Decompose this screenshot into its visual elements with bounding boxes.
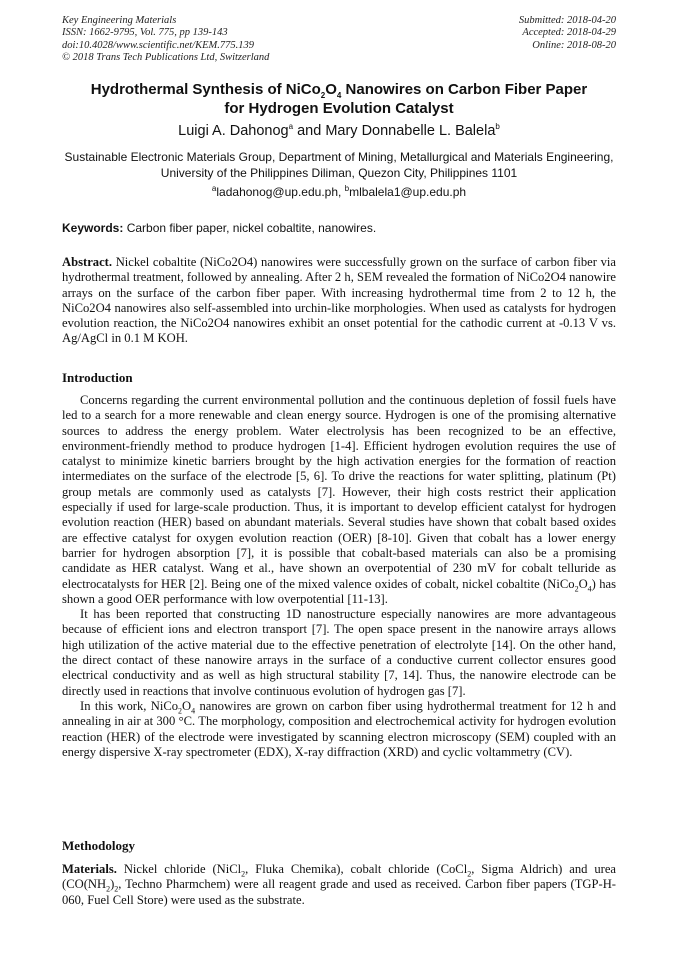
author-2: Mary Donnabelle L. Balela	[325, 123, 496, 139]
abstract-label: Abstract.	[62, 255, 113, 269]
title-line-2: for Hydrogen Evolution Catalyst	[224, 100, 454, 117]
keywords-label: Keywords:	[62, 221, 124, 235]
author-emails: $^a$ladahonog@up.edu.ph, $^b$mlbalela1@up.edu.ph	[211, 184, 467, 199]
introduction-body	[62, 393, 616, 760]
materials-paragraph: Materials. Nickel chloride (NiCl$_2$, Fluka Chemika), cobalt chloride (CoCl$_2$, Sigma Aldrich) and urea ($CO(NH_2)_2$, Techno Pharmchem) were all reagent grade and used as received. Carbon fiber papers (TGP-H-060, Fuel Cell Store) were used as the substrate.	[62, 862, 617, 907]
date-submitted: Submitted: 2018-04-20	[518, 15, 616, 26]
paragraph: Concerns regarding the current environmental pollution and the continuous depletion of fossil fuels have led to a search for a more renewable and clean energy source. Hydrogen is one of the promising alternative sources to address the energy problem. Water electrolysis has been recognized to be an effective, environment-friendly method to produce hydrogen [1-4]. Efficient hydrogen evolution requires the use of catalyst to minimize kinetic barriers brought by the high activation energies for the formation of reaction intermediates on the surface of the electrode [5, 6]. To drive the reactions for water splitting, platinum (Pt) group metals are commonly used as catalysts [7]. However, their high costs restrict their application especially if used for large-scale production. Thus, it is important to develop efficient catalyst for hydrogen evolution reaction (HER) based on abundant materials. Several studies have shown that cobalt based oxides are effective catalyst for oxygen evolution reaction (OER) [8-10]. Given that cobalt has a lower energy barrier for hydrogen absorption [7], it is possible that cobalt-based materials can also be a promising candidate as HER catalyst. Wang et al., have shown an overpotential of 230 mV for cobalt telluride as electrocatalysts for HER [2]. Being one of the mixed valence oxides of cobalt, nickel cobaltite $(NiCo_2O_4)$ has shown a good OER performance with low overpotential [11-13].	[62, 393, 617, 606]
journal-doi: doi:10.4028/www.scientific.net/KEM.775.139	[62, 39, 254, 51]
journal-copyright: © 2018 Trans Tech Publications Ltd, Switzerland	[62, 52, 270, 64]
journal-issn: ISSN: 1662-9795, Vol. 775, pp 139-143	[62, 27, 228, 39]
section-heading-methodology: Methodology	[62, 838, 135, 853]
journal-info	[62, 15, 269, 65]
keywords	[62, 220, 616, 236]
keywords-text: Carbon fiber paper, nickel cobaltite, nanowires.	[123, 221, 377, 235]
abstract	[62, 255, 616, 347]
email-link[interactable]: mlbalela1@up.edu.ph	[349, 185, 467, 199]
title-line-1: Hydrothermal Synthesis of $NiCo_2O_4$ Nanowires on Carbon Fiber Paper	[90, 81, 588, 100]
paragraph: In this work, $NiCo_2O_4$ nanowires are grown on carbon fiber using hydrothermal treatment for 12 h and annealing in air at 300 °C. The morphology, composition and electrochemical activity for hydrogen evolution reaction (HER) of the electrode were investigated by scanning electron microscopy (SEM) coupled with an energy dispersive X-ray spectrometer (EDX), X-ray diffraction (XRD) and cyclic voltammetry (CV).	[62, 698, 617, 759]
date-online: Online: 2018-08-20	[532, 39, 616, 51]
abstract-text: Nickel cobaltite (NiCo2O4) nanowires were successfully grown on the surface of carbon fiber via hydrothermal treatment, followed by annealing. After 2 h, SEM revealed the formation of NiCo2O4 nanowire arrays on the surface of the carbon fiber paper. With increasing hydrothermal time from 2 to 12 h, the NiCo2O4 nanowires also self-assembled into urchin-like morphologies. When used as catalysts for hydrogen evolution reaction, the NiCo2O4 nanowires exhibit an onset potential for the cathodic current at -0.13 V vs. Ag/AgCl in 0.1 M KOH.	[62, 255, 616, 346]
affiliation: Sustainable Electronic Materials Group, Department of Mining, Metallurgical and Materials Engineering, University of the Philippines Diliman, Quezon City, Philippines 1101	[64, 150, 614, 180]
author-1: Luigi A. Dahonog	[178, 123, 289, 139]
journal-name: Key Engineering Materials	[62, 15, 177, 26]
publication-dates	[519, 15, 616, 52]
section-heading-introduction: Introduction	[62, 370, 133, 385]
paper-title	[40, 80, 638, 118]
author-list: Luigi A. Dahonog$^a$ and Mary Donnabelle L. Balela$^b$	[178, 122, 500, 139]
paragraph: It has been reported that constructing 1D nanostructure especially nanowires are more advantageous because of efficient ions and electron transport [7]. The open space present in the nanowire arrays allows high utilization of the active material due to the effective penetration of electrolyte [14]. On the other hand, the direct contact of these nanowire arrays in the surface of a conductive current collector ensures good electrical conductivity and as well as high structural stability [7, 14]. Thus, the nanowire electrode can be directly used in reactions that involve continuous evolution of hydrogen gas [7].	[62, 607, 616, 698]
email-link[interactable]: ladahonog@up.edu.ph	[216, 185, 338, 199]
date-accepted: Accepted: 2018-04-29	[522, 27, 616, 39]
materials-label: Materials.	[62, 862, 117, 876]
